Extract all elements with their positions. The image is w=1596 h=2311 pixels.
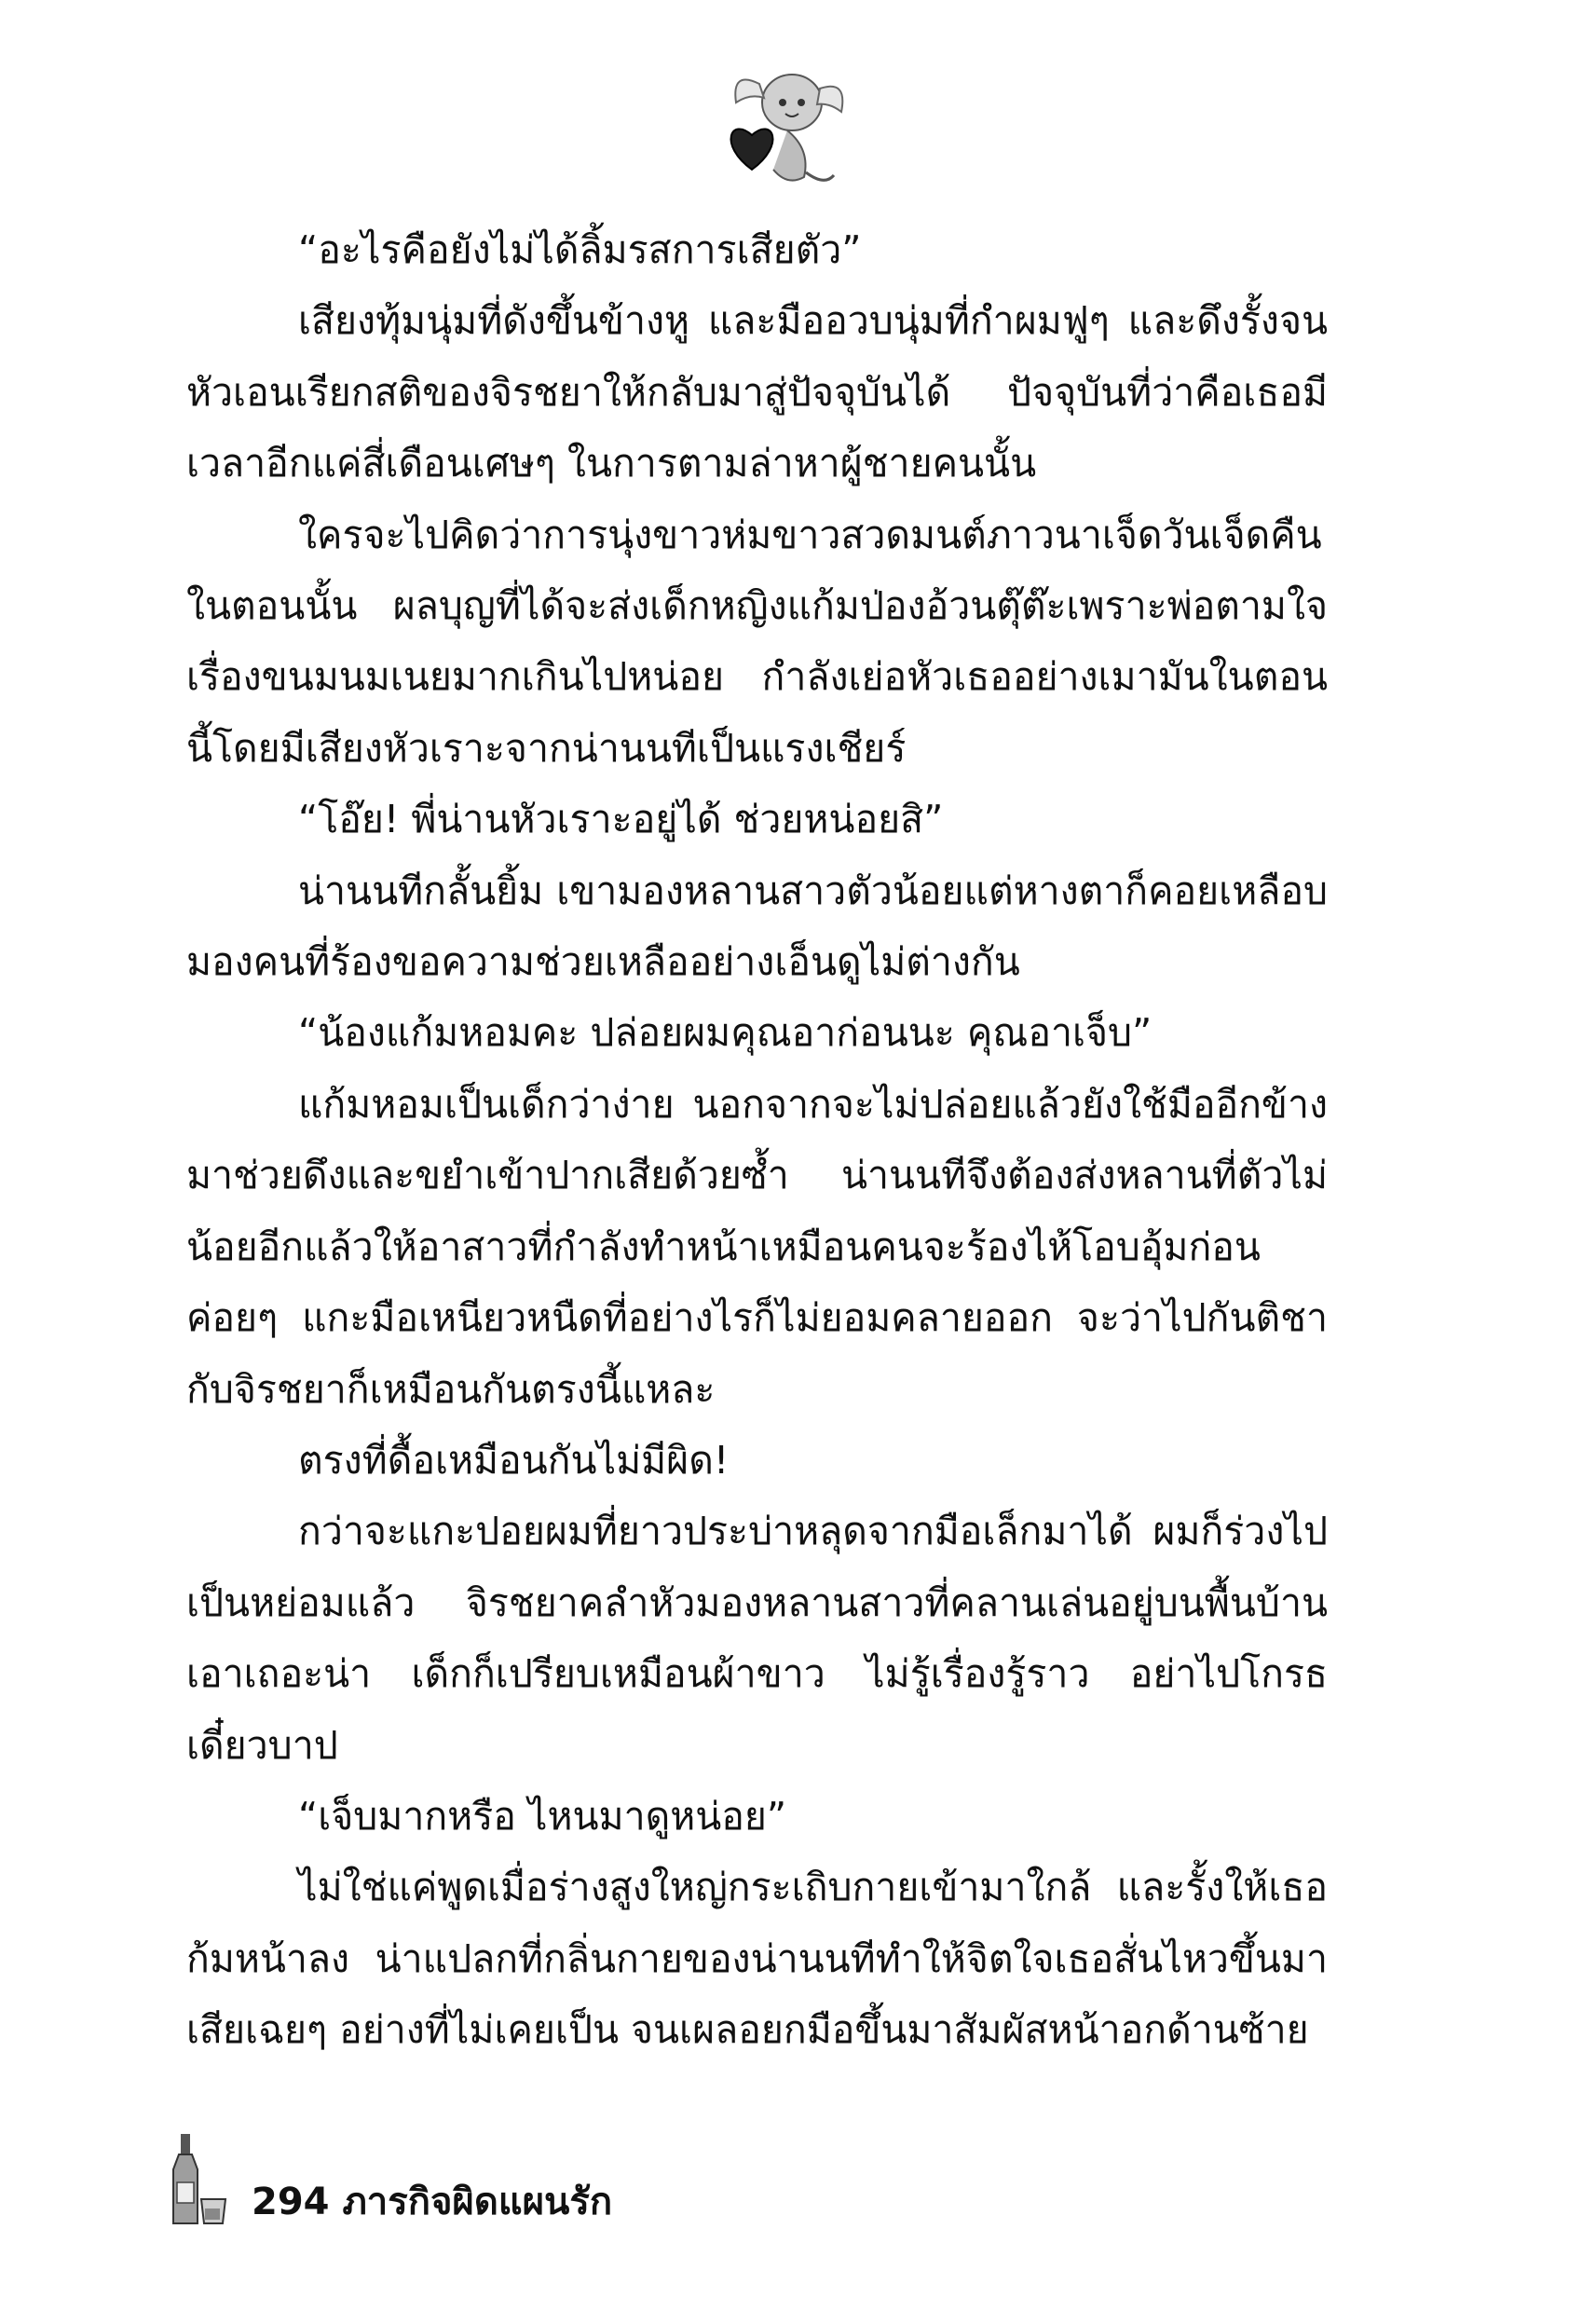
paragraph: ไม่ใช่แค่พูดเมื่อร่างสูงใหญ่กระเถิบกายเข้ามาใกล้ และรั้งให้เธอก้มหน้าลง น่าแปลกที่กลิ่นกายของน่านนทีทำให้จิตใจเธอสั่นไหวขึ้นมาเสียเฉยๆ อย่างที่ไม่เคยเป็น จนเผลอยกมือขึ้นมาสัมผัสหน้าอกด้านซ้าย [186, 1865, 1328, 2053]
page-number: 294 [252, 2181, 330, 2223]
paragraph: “น้องแก้มหอมคะ ปล่อยผมคุณอาก่อนนะ คุณอาเจ็บ” [298, 1010, 1153, 1056]
book-title: ภารกิจผิดแผนรัก [342, 2181, 613, 2223]
liquor-bottle-icon [168, 2134, 233, 2227]
paragraph: เสียงทุ้มนุ่มที่ดังขึ้นข้างหู และมืออวบนุ่มที่กำผมฟูๆ และดึงรั้งจนหัวเอนเรียกสติของจิรชยาให้กลับมาสู่ปัจจุบันได้ ปัจจุบันที่ว่าคือเธอมีเวลาอีกแค่สี่เดือนเศษๆ ในการตามล่าหาผู้ชายคนนั้น [186, 298, 1328, 486]
paragraph: “เจ็บมากหรือ ไหนมาดูหน่อย” [298, 1793, 787, 1839]
page-footer [168, 2134, 727, 2227]
footer-text [252, 2171, 612, 2231]
paragraph: ใครจะไปคิดว่าการนุ่งขาวห่มขาวสวดมนต์ภาวนาเจ็ดวันเจ็ดคืนในตอนนั้น ผลบุญที่ได้จะส่งเด็กหญิงแก้มป่องอ้วนตุ๊ต๊ะเพราะพ่อตามใจเรื่องขนมนมเนยมากเกินไปหน่อย กำลังเย่อหัวเธออย่างเมามันในตอนนี้โดยมีเสียงหัวเราะจากน่านนทีเป็นแรงเชียร์ [186, 512, 1328, 771]
story-text [186, 214, 1328, 2066]
paragraph: แก้มหอมเป็นเด็กว่าง่าย นอกจากจะไม่ปล่อยแล้วยังใช้มืออีกข้างมาช่วยดึงและขยำเข้าปากเสียด้วยซ้ำ น่านนทีจึงต้องส่งหลานที่ตัวไม่น้อยอีกแล้วให้อาสาวที่กำลังทำหน้าเหมือนคนจะร้องไห้โอบอุ้มก่อนค่อยๆ แกะมือเหนียวหนืดที่อย่างไรก็ไม่ยอมคลายออก จะว่าไปกันติชากับจิรชยาก็เหมือนกันตรงนี้แหละ [186, 1081, 1328, 1412]
paragraph: “อะไรคือยังไม่ได้ลิ้มรสการเสียตัว” [298, 227, 862, 272]
paragraph: ตรงที่ดื้อเหมือนกันไม่มีผิด! [298, 1437, 730, 1483]
paragraph: กว่าจะแกะปอยผมที่ยาวประบ่าหลุดจากมือเล็กมาได้ ผมก็ร่วงไปเป็นหย่อมแล้ว จิรชยาคลำหัวมองหลานสาวที่คลานเล่นอยู่บนพื้นบ้าน เอาเถอะน่า เด็กก็เปรียบเหมือนผ้าขาว ไม่รู้เรื่องรู้ราว อย่าไปโกรธ เดี๋ยวบาป [186, 1509, 1328, 1768]
cupid-with-heart-icon [694, 65, 853, 196]
paragraph: “โอ๊ย! พี่น่านหัวเราะอยู่ได้ ช่วยหน่อยสิ” [298, 797, 944, 842]
paragraph: น่านนทีกลั้นยิ้ม เขามองหลานสาวตัวน้อยแต่หางตาก็คอยเหลือบมองคนที่ร้องขอความช่วยเหลืออย่างเอ็นดูไม่ต่างกัน [186, 868, 1328, 985]
